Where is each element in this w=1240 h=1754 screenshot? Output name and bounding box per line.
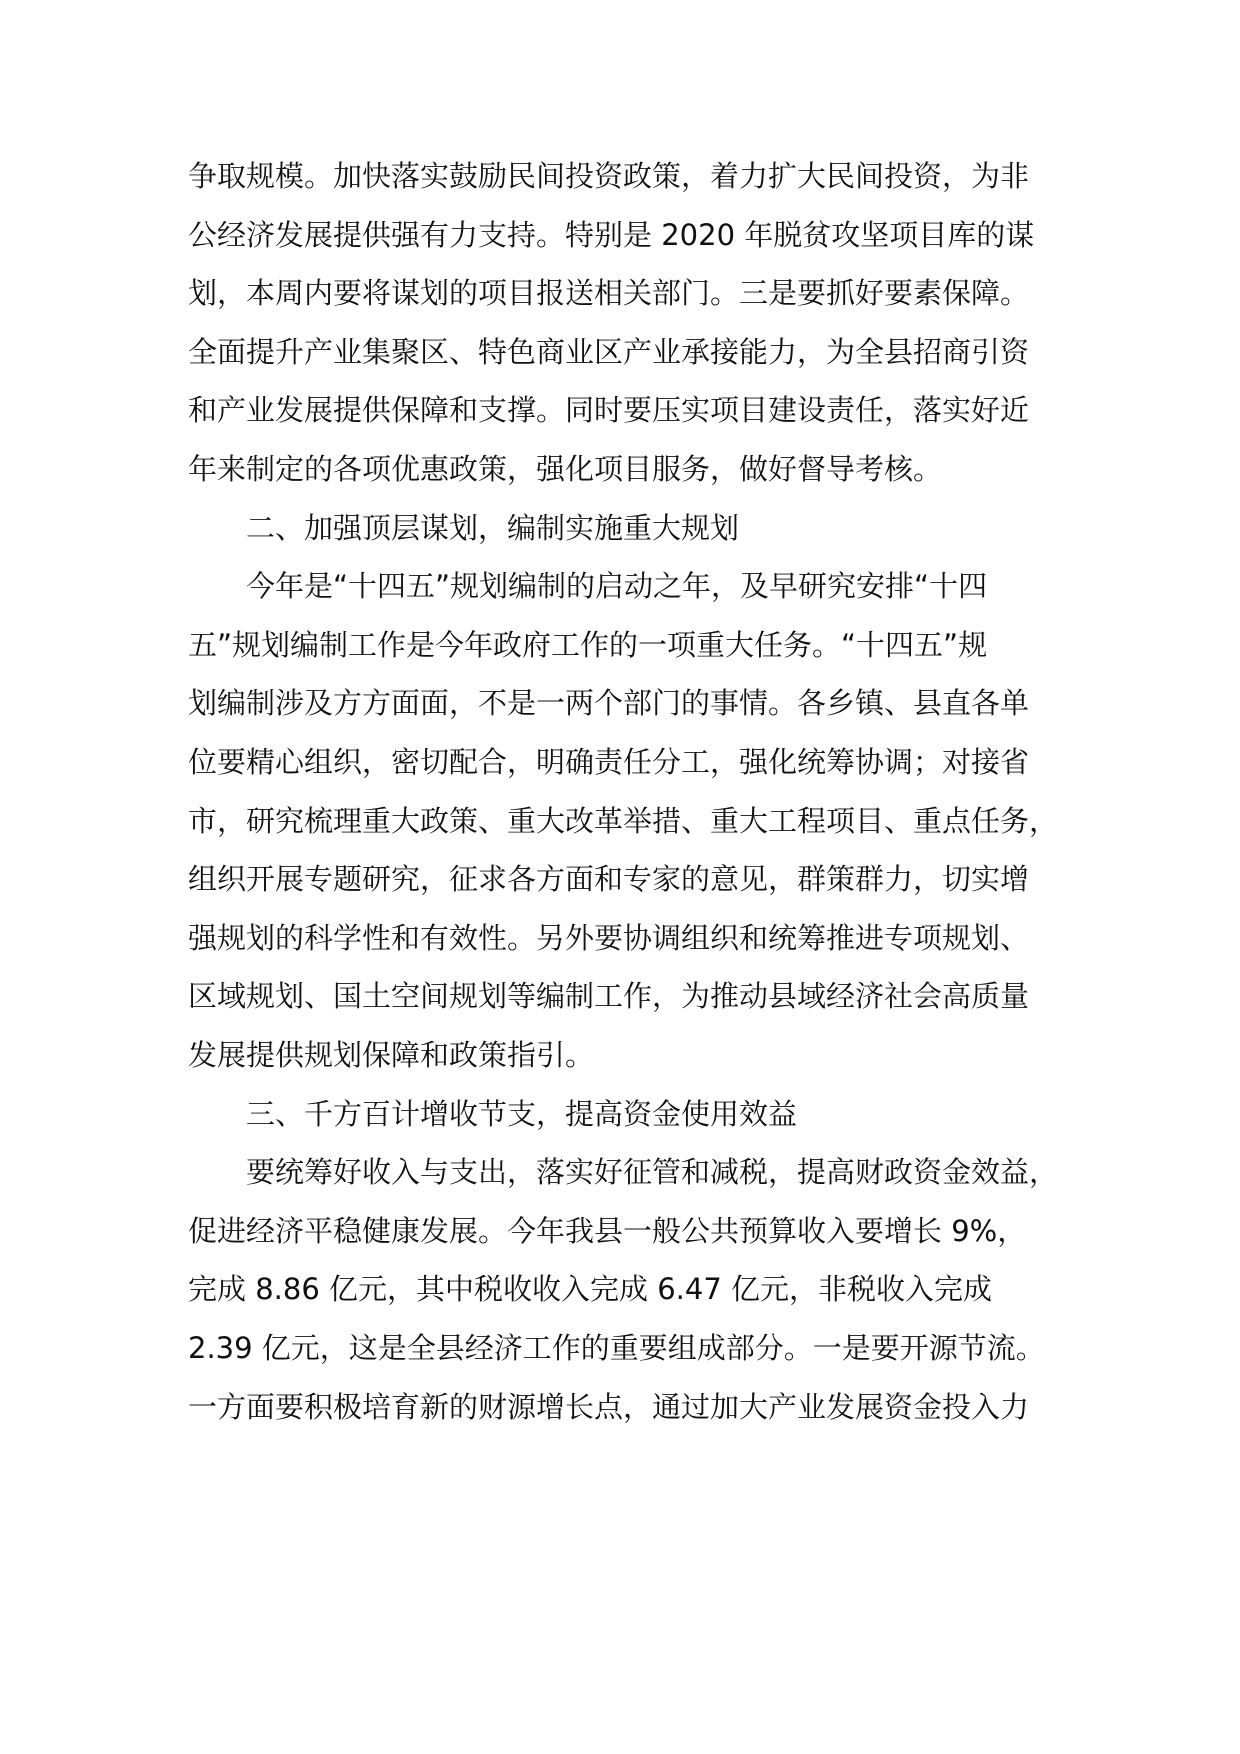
text-line: 一方面要积极培育新的财源增长点，通过加大产业发展资金投入力 <box>188 1389 1030 1424</box>
text-line: 五”规划编制工作是今年政府工作的一项重大任务。“十四五”规 <box>188 627 988 662</box>
text-line: 二、加强顶层谋划，编制实施重大规划 <box>246 510 740 545</box>
text-line: 公经济发展提供强有力支持。特别是 2020 年脱贫攻坚项目库的谋 <box>188 217 1035 252</box>
text-line: 促进经济平稳健康发展。今年我县一般公共预算收入要增长 9%， <box>188 1213 1027 1248</box>
text-line: 位要精心组织，密切配合，明确责任分工，强化统筹协调；对接省 <box>188 745 1030 779</box>
text-line: 争取规模。加快落实鼓励民间投资政策，着力扩大民间投资，为非 <box>188 159 1030 193</box>
text-line: 全面提升产业集聚区、特色商业区产业承接能力，为全县招商引资 <box>188 334 1030 369</box>
text-line: 三、千方百计增收节支，提高资金使用效益 <box>246 1096 798 1131</box>
text-line: 组织开展专题研究，征求各方面和专家的意见，群策群力，切实增 <box>188 862 1030 897</box>
text-line: 2.39 亿元，这是全县经济工作的重要组成部分。一是要开源节流。 <box>188 1331 1045 1365</box>
text-line: 划，本周内要将谋划的项目报送相关部门。三是要抓好要素保障。 <box>188 276 1030 311</box>
text-line: 市，研究梳理重大政策、重大改革举措、重大工程项目、重点任务， <box>188 803 1059 838</box>
text-line: 今年是“十四五”规划编制的启动之年，及早研究安排“十四 <box>246 569 988 604</box>
text-line: 区域规划、国土空间规划等编制工作，为推动县域经济社会高质量 <box>188 979 1030 1014</box>
text-line: 强规划的科学性和有效性。另外要协调组织和统筹推进专项规划、 <box>188 920 1030 955</box>
text-line: 要统筹好收入与支出，落实好征管和减税，提高财政资金效益， <box>246 1155 1059 1190</box>
text-line: 完成 8.86 亿元，其中税收收入完成 6.47 亿元，非税收入完成 <box>188 1272 993 1307</box>
text-line: 和产业发展提供保障和支撑。同时要压实项目建设责任，落实好近 <box>188 393 1030 428</box>
text-line: 年来制定的各项优惠政策，强化项目服务，做好督导考核。 <box>188 452 943 486</box>
text-line: 划编制涉及方方面面，不是一两个部门的事情。各乡镇、县直各单 <box>188 686 1030 721</box>
text-line: 发展提供规划保障和政策指引。 <box>188 1038 595 1072</box>
